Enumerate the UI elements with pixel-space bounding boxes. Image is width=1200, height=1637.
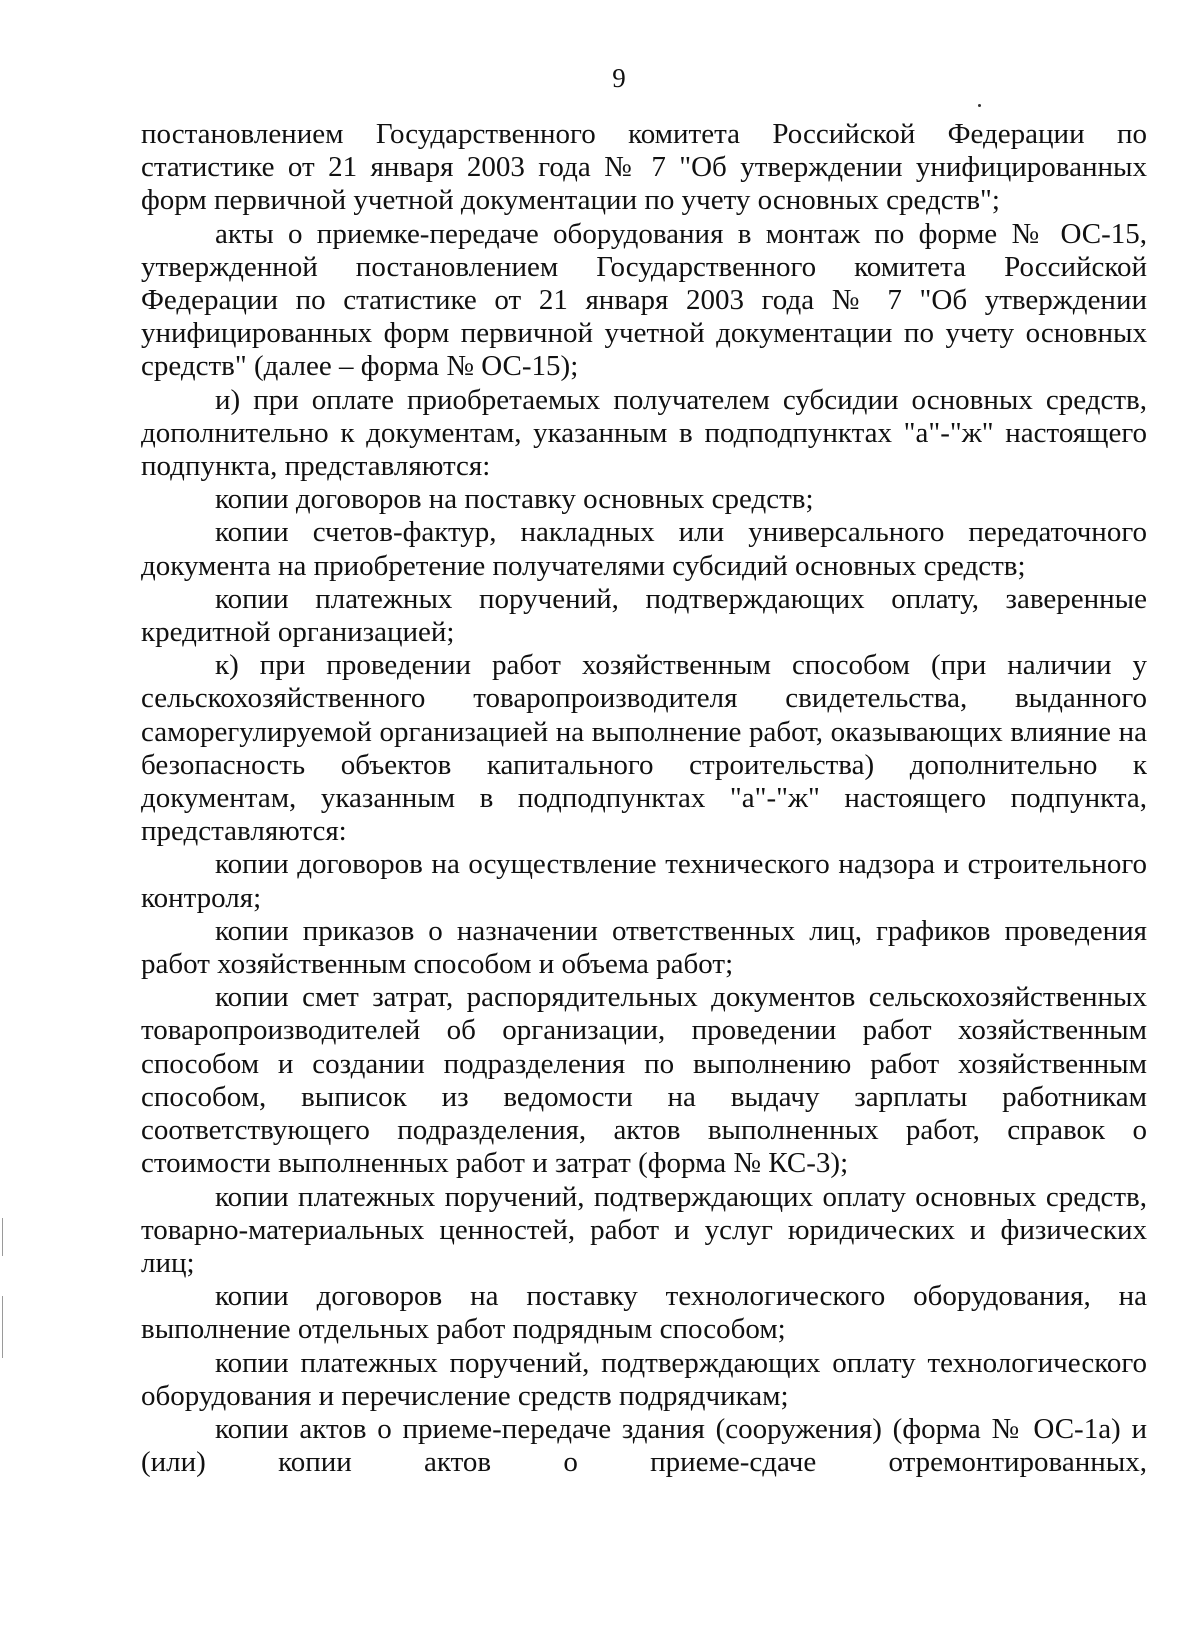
paragraph: и) при оплате приобретаемых получателем субсидии основных средств, дополнительно к документам, указанным в подподпунктах "а"-"ж" настоящего подпункта, представляются: [141,383,1147,483]
scan-edge-mark [2,1218,3,1256]
paragraph: копии счетов-фактур, накладных или универсального передаточного документа на приобретение получателями субсидий основных средств; [141,516,1147,582]
paragraph: копии платежных поручений, подтверждающих оплату основных средств, товарно-материальных ценностей, работ и услуг юридических и физических лиц; [141,1180,1147,1279]
paragraph: акты о приемке-передаче оборудования в монтаж по форме № ОС-15, утвержденной постановлением Государственного комитета Российской Федерации по статистике от 21 января 2003 года № 7 "Об утверждении унифицированных форм первичной учетной документации по учету основных средств" (далее – форма № ОС-15); [141,217,1147,383]
paragraph: копии договоров на осуществление технического надзора и строительного контроля; [141,848,1147,914]
paragraph: копии платежных поручений, подтверждающих оплату технологического оборудования и перечисление средств подрядчикам; [141,1346,1147,1412]
page-number: 9 [612,63,626,93]
scan-artifact-dot [978,104,981,107]
paragraph: копии смет затрат, распорядительных документов сельскохозяйственных товаропроизводителей об организации, проведении работ хозяйственным способом и создании подразделения по выполнению работ хозяйственным способом, выписок из ведомости на выдачу зарплаты работникам соответствующего подразделения, актов выполненных работ, справок о стоимости выполненных работ и затрат (форма № КС-3); [141,981,1147,1180]
paragraph: копии приказов о назначении ответственных лиц, графиков проведения работ хозяйственным способом и объема работ; [141,914,1147,981]
paragraph: копии договоров на поставку технологического оборудования, на выполнение отдельных работ подрядным способом; [141,1280,1147,1346]
paragraph: копии договоров на поставку основных средств; [215,483,814,516]
document-body [141,118,1147,1479]
paragraph: постановлением Государственного комитета Российской Федерации по статистике от 21 января 2003 года № 7 "Об утверждении унифицированных форм первичной учетной документации по учету основных средств"; [141,118,1147,217]
paragraph: копии актов о приеме-передаче здания (сооружения) (форма № ОС-1а) и (или) копии актов о приеме-сдаче отремонтированных, [141,1412,1147,1479]
scan-edge-mark [2,1296,3,1358]
paragraph: к) при проведении работ хозяйственным способом (при наличии у сельскохозяйственного товаропроизводителя свидетельства, выданного саморегулируемой организацией на выполнение работ, оказывающих влияние на безопасность объектов капитального строительства) дополнительно к документам, указанным в подподпунктах "а"-"ж" настоящего подпункта, представляются: [141,649,1147,848]
paragraph: копии платежных поручений, подтверждающих оплату, заверенные кредитной организацией; [141,582,1147,649]
